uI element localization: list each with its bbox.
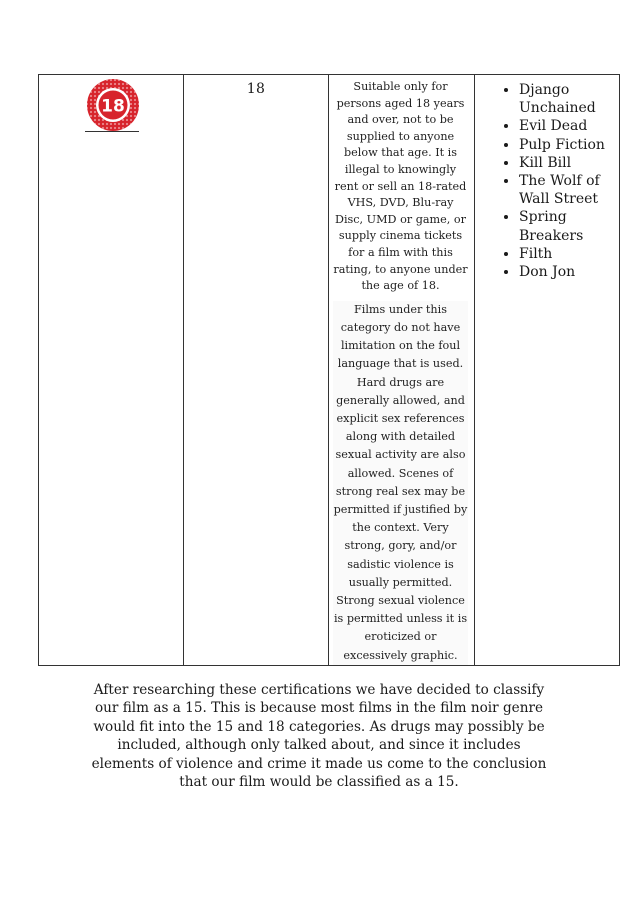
- examples-cell: [475, 75, 620, 666]
- badge-underline: [85, 131, 139, 132]
- list-item: • Kill Bill: [519, 154, 619, 172]
- badge-text: 18: [101, 96, 125, 117]
- rating-label: 18: [246, 81, 266, 97]
- list-item: • Pulp Fiction: [519, 136, 619, 154]
- rating-cell: [184, 75, 329, 666]
- rating-details: Films under this category do not have limitation on the foul language that is used. Hard drugs are generally allowed, and explicit sex references along with detailed sexual activity are also allowed. Scenes of strong real sex may be permitted if justified by the context. Very strong, gory, and/or sadistic violence is usually permitted. Strong sexual violence is permitted unless it is eroticized or excessively graphic.: [333, 301, 468, 665]
- badge-cell: [39, 75, 184, 666]
- description-cell: [329, 75, 475, 666]
- bbfc-18-badge-icon: [85, 78, 141, 134]
- list-item: • The Wolf of Wall Street: [519, 172, 619, 208]
- table-row: [39, 75, 620, 666]
- list-item: • Django Unchained: [519, 81, 619, 117]
- conclusion-paragraph: After researching these certifications we have decided to classify our film as a 15. This is because most films in the film noir genre would fit into the 15 and 18 categories. As drugs may possibly be included, although only talked about, and since it includes elements of violence and crime it made us come to the conclusion that our film would be classified as a 15.: [91, 682, 547, 791]
- rating-description: Suitable only for persons aged 18 years and over, not to be supplied to anyone below that age. It is illegal to knowingly rent or sell an 18-rated VHS, DVD, Blu-ray Disc, UMD or game, or supply cinema tickets for a film with this rating, to anyone under the age of 18.: [333, 80, 468, 293]
- list-item: • Spring Breakers: [519, 208, 619, 244]
- certification-table: [38, 74, 620, 666]
- film-list: [475, 81, 619, 281]
- list-item: • Filth: [519, 245, 619, 263]
- list-item: • Evil Dead: [519, 117, 619, 135]
- list-item: • Don Jon: [519, 263, 619, 281]
